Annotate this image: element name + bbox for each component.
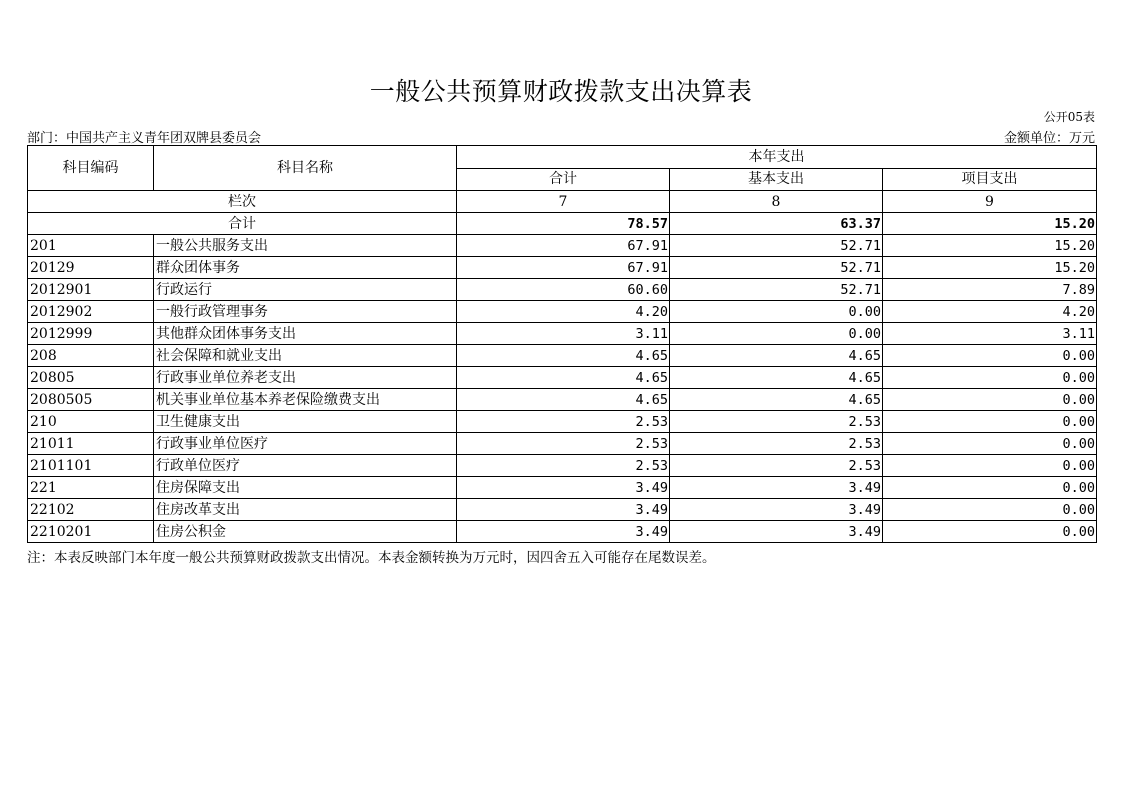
summary-row: [28, 213, 1097, 235]
header-current-year-expenditure: 本年支出: [457, 146, 1097, 169]
header-name: 科目名称: [154, 146, 457, 191]
row-name: 一般行政管理事务: [154, 301, 457, 323]
row-name: 行政事业单位养老支出: [154, 367, 457, 389]
row-basic: 0.00: [670, 323, 883, 345]
row-project: 0.00: [883, 521, 1097, 543]
row-basic: 52.71: [670, 257, 883, 279]
row-basic: 4.65: [670, 389, 883, 411]
column-order-9: 9: [883, 191, 1097, 213]
row-code: 22102: [28, 499, 154, 521]
row-basic: 4.65: [670, 345, 883, 367]
row-name: 群众团体事务: [154, 257, 457, 279]
table-row: [28, 323, 1097, 345]
header-code: 科目编码: [28, 146, 154, 191]
row-name: 卫生健康支出: [154, 411, 457, 433]
row-project: 15.20: [883, 257, 1097, 279]
row-basic: 3.49: [670, 477, 883, 499]
row-total: 2.53: [457, 433, 670, 455]
table-row: [28, 235, 1097, 257]
row-total: 3.49: [457, 521, 670, 543]
row-code: 2101101: [28, 455, 154, 477]
table-row: [28, 367, 1097, 389]
header-basic: 基本支出: [670, 168, 883, 191]
budget-table: [27, 145, 1097, 543]
row-name: 社会保障和就业支出: [154, 345, 457, 367]
row-basic: 0.00: [670, 301, 883, 323]
column-order-label: 栏次: [28, 191, 457, 213]
column-order-8: 8: [670, 191, 883, 213]
amount-unit-label: 金额单位：万元: [1003, 131, 1095, 146]
row-total: 3.49: [457, 477, 670, 499]
row-name: 住房保障支出: [154, 477, 457, 499]
row-total: 3.11: [457, 323, 670, 345]
row-code: 20129: [28, 257, 154, 279]
table-row: [28, 345, 1097, 367]
row-code: 2210201: [28, 521, 154, 543]
row-name: 行政事业单位医疗: [154, 433, 457, 455]
row-total: 4.65: [457, 367, 670, 389]
row-total: 4.20: [457, 301, 670, 323]
row-code: 21011: [28, 433, 154, 455]
table-row: [28, 477, 1097, 499]
row-total: 3.49: [457, 499, 670, 521]
header-total: 合计: [457, 168, 670, 191]
summary-total: 78.57: [457, 213, 670, 235]
table-row: [28, 499, 1097, 521]
row-basic: 3.49: [670, 499, 883, 521]
row-total: 67.91: [457, 257, 670, 279]
row-name: 行政运行: [154, 279, 457, 301]
row-basic: 52.71: [670, 235, 883, 257]
row-code: 2012999: [28, 323, 154, 345]
summary-basic: 63.37: [670, 213, 883, 235]
row-project: 4.20: [883, 301, 1097, 323]
row-basic: 2.53: [670, 411, 883, 433]
row-basic: 2.53: [670, 433, 883, 455]
row-name: 其他群众团体事务支出: [154, 323, 457, 345]
row-code: 208: [28, 345, 154, 367]
row-code: 2012902: [28, 301, 154, 323]
row-project: 0.00: [883, 367, 1097, 389]
row-basic: 2.53: [670, 455, 883, 477]
table-row: [28, 521, 1097, 543]
row-project: 0.00: [883, 455, 1097, 477]
footnote: 注：本表反映部门本年度一般公共预算财政拨款支出情况。本表金额转换为万元时，因四舍五入可能存在尾数误差。: [27, 550, 716, 566]
row-name: 机关事业单位基本养老保险缴费支出: [154, 389, 457, 411]
header-project: 项目支出: [883, 168, 1097, 191]
header-row-1: [28, 146, 1097, 169]
row-name: 住房公积金: [154, 521, 457, 543]
form-number: 公开05表: [1043, 110, 1095, 124]
table-row: [28, 455, 1097, 477]
column-order-7: 7: [457, 191, 670, 213]
row-project: 0.00: [883, 345, 1097, 367]
row-code: 221: [28, 477, 154, 499]
row-project: 0.00: [883, 477, 1097, 499]
row-total: 2.53: [457, 411, 670, 433]
table-row: [28, 279, 1097, 301]
row-name: 一般公共服务支出: [154, 235, 457, 257]
row-project: 0.00: [883, 411, 1097, 433]
row-project: 0.00: [883, 389, 1097, 411]
summary-label: 合计: [28, 213, 457, 235]
row-total: 2.53: [457, 455, 670, 477]
row-total: 60.60: [457, 279, 670, 301]
row-project: 0.00: [883, 499, 1097, 521]
table-row: [28, 301, 1097, 323]
summary-project: 15.20: [883, 213, 1097, 235]
row-code: 2012901: [28, 279, 154, 301]
row-basic: 52.71: [670, 279, 883, 301]
row-total: 4.65: [457, 345, 670, 367]
column-order-row: [28, 191, 1097, 213]
row-project: 7.89: [883, 279, 1097, 301]
row-name: 住房改革支出: [154, 499, 457, 521]
row-project: 15.20: [883, 235, 1097, 257]
row-basic: 4.65: [670, 367, 883, 389]
row-code: 210: [28, 411, 154, 433]
page-title: 一般公共预算财政拨款支出决算表: [369, 77, 753, 106]
row-code: 2080505: [28, 389, 154, 411]
row-code: 20805: [28, 367, 154, 389]
row-project: 0.00: [883, 433, 1097, 455]
table-row: [28, 433, 1097, 455]
row-total: 67.91: [457, 235, 670, 257]
table-row: [28, 411, 1097, 433]
row-basic: 3.49: [670, 521, 883, 543]
row-total: 4.65: [457, 389, 670, 411]
department-label: 部门：中国共产主义青年团双牌县委员会: [27, 131, 262, 146]
table-row: [28, 257, 1097, 279]
table-row: [28, 389, 1097, 411]
row-code: 201: [28, 235, 154, 257]
row-name: 行政单位医疗: [154, 455, 457, 477]
row-project: 3.11: [883, 323, 1097, 345]
